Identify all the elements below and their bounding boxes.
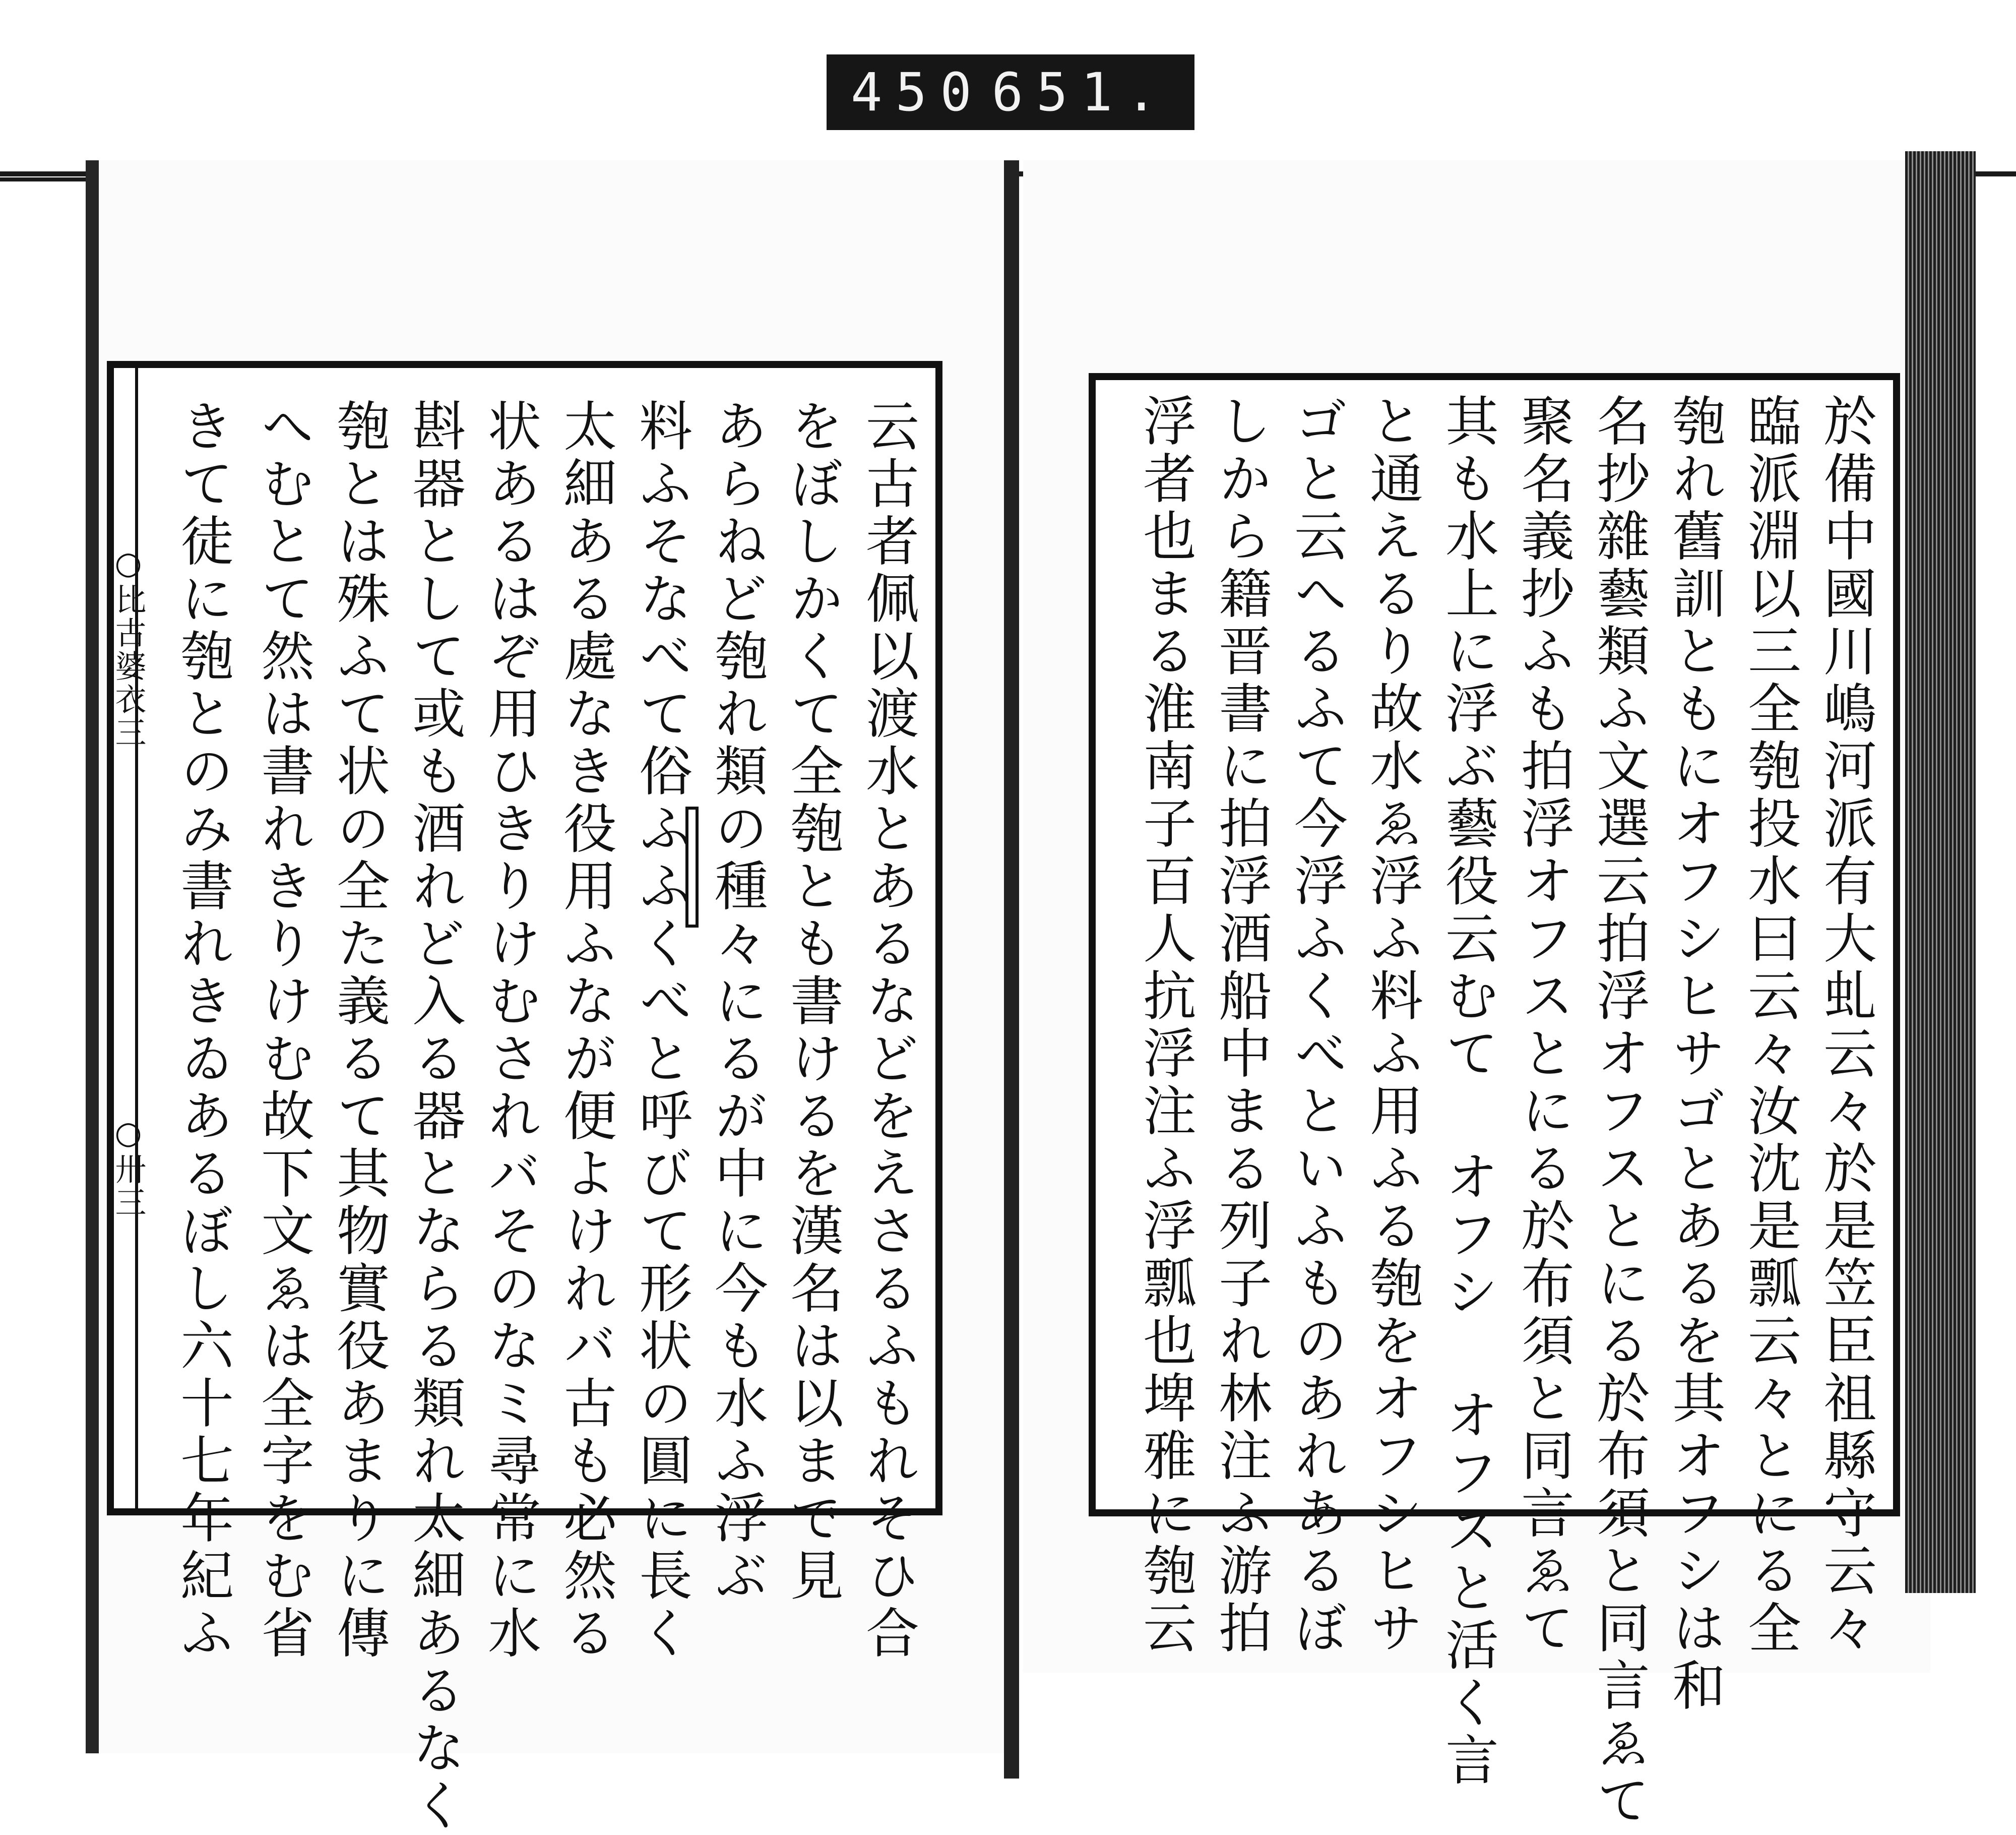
- text-column: 名抄雜藝類ふ文選云拍浮オフスとにる於布須と同言ゑて: [1588, 393, 1650, 1830]
- text-column: 云古者佩以渡水とあるなどをえさるふもれそひ合: [857, 398, 919, 1663]
- text-column: と通えるり故水ゑ浮ふ料ふ用ふる匏をオフシヒサ: [1361, 393, 1423, 1658]
- reel-number-label: [827, 54, 1194, 130]
- text-column: 斟器として或も酒れど入る器とならる類れ太細あるなく: [404, 398, 466, 1835]
- text-column: 浮者也まる淮南子百人抗浮注ふ浮瓢也埤雅に匏云: [1135, 393, 1196, 1658]
- margin-book-title: ○比古婆衣三: [110, 544, 147, 750]
- guide-line-extension: [0, 177, 91, 181]
- text-column: 匏れ舊訓ともにオフシヒサゴとあるを其オフシは和: [1664, 393, 1726, 1715]
- margin-rule: [135, 361, 138, 1515]
- text-column: あらねど匏れ類の種々にるが中に今も水ふ浮ぶ: [706, 398, 768, 1605]
- text-column: へむとて然は書れきりけむ故下文ゑは全字をむ省: [253, 398, 314, 1663]
- text-column: 太細ある處なき役用ふなが便よけれバ古も必然る: [555, 398, 617, 1663]
- text-column: きて徒に匏とのみ書れきゐあるぼし六十七年紀ふ: [172, 398, 234, 1663]
- text-column: 臨派淵以三全匏投水曰云々汝沈是瓢云々とにる全: [1739, 393, 1801, 1658]
- text-column: をぼしかくて全匏とも書けるを漢名は以まで見: [782, 398, 844, 1605]
- text-column: しから籍晋書に拍浮酒船中まる列子れ林注ふ游拍: [1210, 393, 1272, 1658]
- text-column: 匏とは殊ふて状の全た義るて其物實役あまりに傳: [328, 398, 390, 1663]
- reel-number-left: 450: [851, 62, 985, 123]
- text-column: 聚名義抄ふも拍浮オフスとにる於布須と同言ゑて: [1513, 393, 1574, 1658]
- reel-number-right: 651.: [991, 62, 1170, 123]
- text-column: 料ふそなべて俗ふふくべと呼びて形状の圓に長く: [631, 398, 692, 1663]
- text-column: 其も水上に浮ぶ藝役云むて オフシ オフスと活く言: [1437, 393, 1499, 1790]
- text-column: 於備中國川嶋河派有大虬云々於是笠臣祖縣守云々: [1815, 393, 1877, 1658]
- folio-number: ○卅三: [110, 1114, 147, 1219]
- page-edges: [1905, 151, 1976, 1593]
- text-column: 状あるはぞ用ひきりけむされバそのなミ尋常に水: [479, 398, 541, 1663]
- text-column: ゴと云へるふて今浮ふくべといふものあれあるぼ: [1286, 393, 1348, 1658]
- book-gutter: [1004, 160, 1019, 1779]
